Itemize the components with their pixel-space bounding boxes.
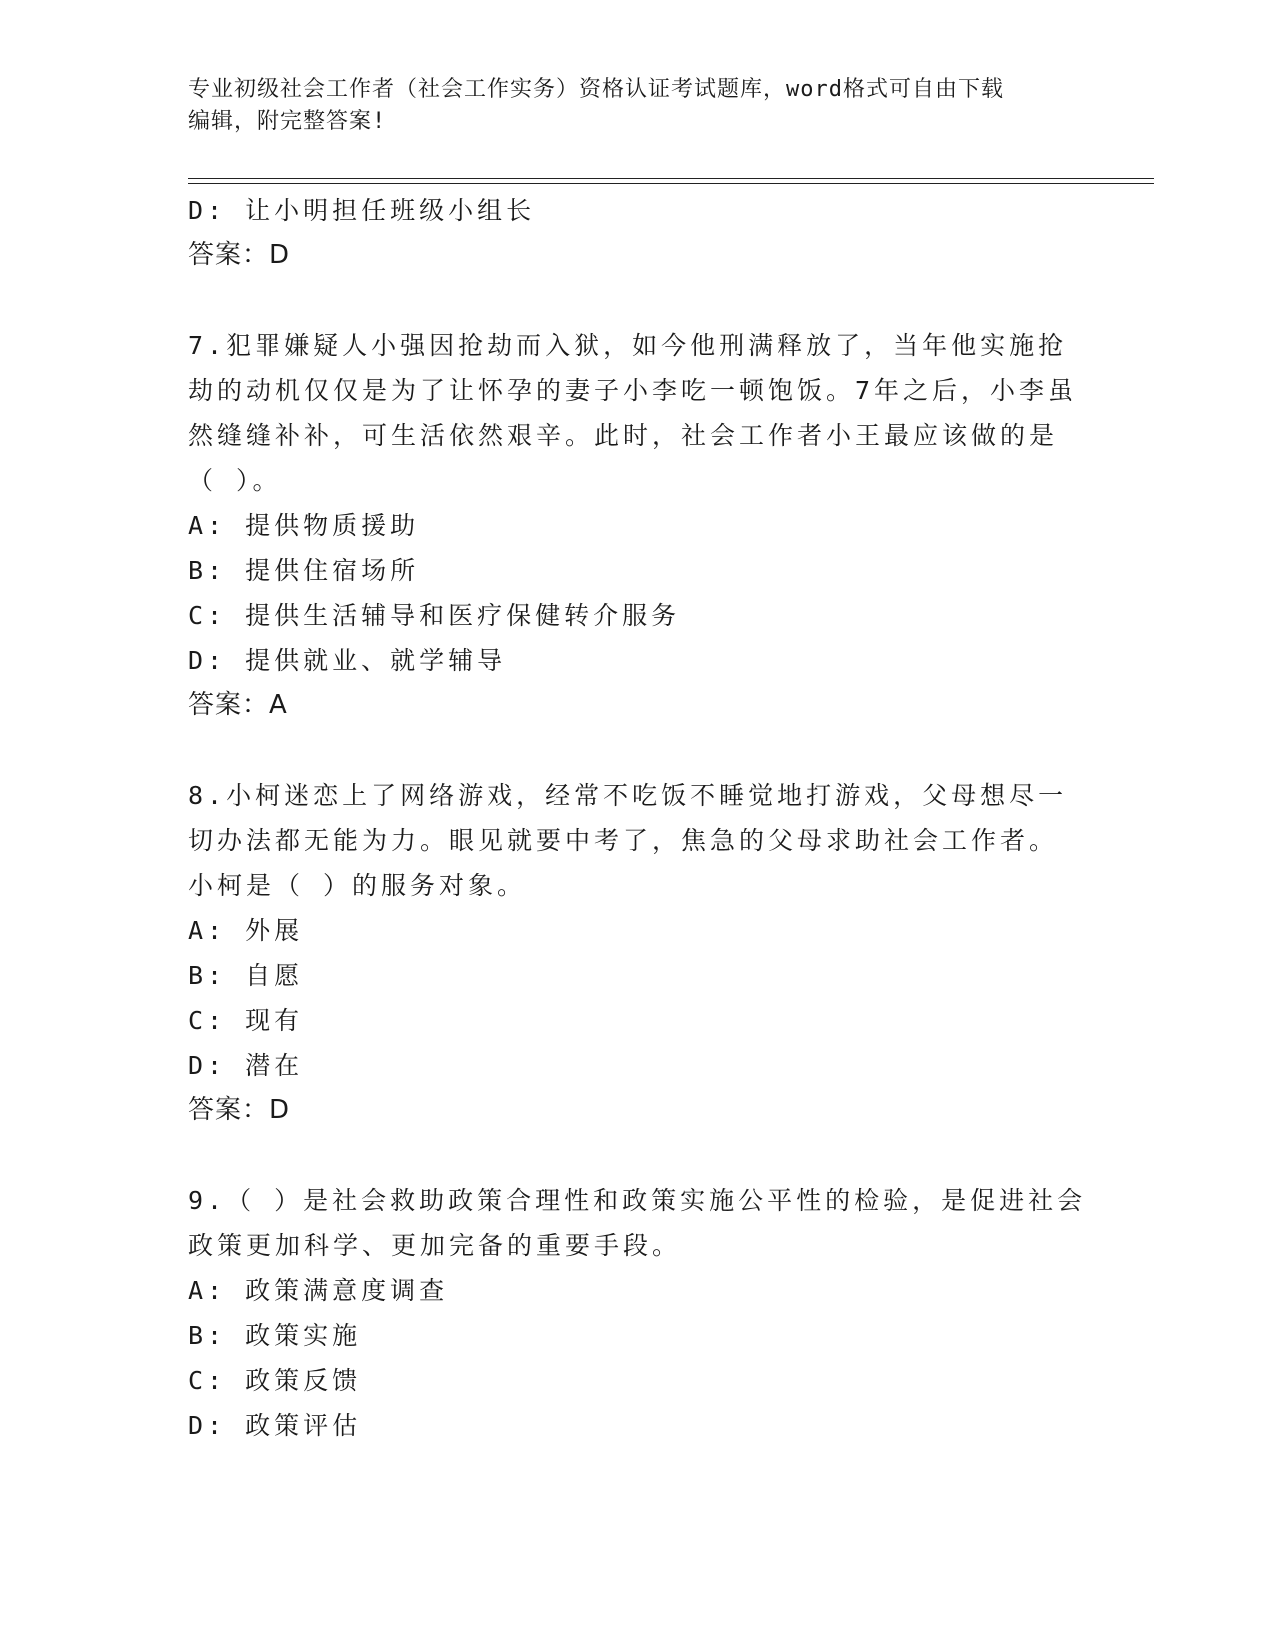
- option-a: A: 外展: [188, 916, 304, 945]
- option-d: D: 潜在: [188, 1051, 304, 1080]
- spacer: [188, 728, 1088, 773]
- option-d: D: 让小明担任班级小组长: [188, 196, 536, 225]
- answer-line: 答案：D: [188, 240, 291, 270]
- question-stem-line: （ ）。: [188, 466, 282, 495]
- spacer: [188, 1133, 1088, 1178]
- document-body: [188, 188, 1088, 1448]
- spacer: [188, 278, 1088, 323]
- question-stem-line: 切办法都无能为力。眼见就要中考了，焦急的父母求助社会工作者。: [188, 826, 1059, 855]
- question-stem-line: 7.犯罪嫌疑人小强因抢劫而入狱，如今他刑满释放了，当年他实施抢: [188, 331, 1068, 360]
- question-stem-line: 劫的动机仅仅是为了让怀孕的妻子小李吃一顿饱饭。7年之后，小李虽: [188, 376, 1078, 405]
- question-9: [188, 1178, 1088, 1448]
- document-header: [188, 74, 1068, 138]
- question-7: [188, 323, 1088, 728]
- question-stem-line: 然缝缝补补，可生活依然艰辛。此时，社会工作者小王最应该做的是: [188, 421, 1059, 450]
- option-b: B: 自愿: [188, 961, 304, 990]
- question-stem-line: 政策更加科学、更加完备的重要手段。: [188, 1231, 682, 1260]
- header-divider-top: [188, 178, 1154, 179]
- option-d: D: 政策评估: [188, 1411, 362, 1440]
- question-6-tail: [188, 188, 1088, 278]
- header-line-2: 编辑，附完整答案!: [188, 109, 387, 134]
- question-stem-line: 8.小柯迷恋上了网络游戏，经常不吃饭不睡觉地打游戏，父母想尽一: [188, 781, 1068, 810]
- header-line-1: 专业初级社会工作者（社会工作实务）资格认证考试题库，word格式可自由下载: [188, 77, 1004, 102]
- header-divider-bottom: [188, 183, 1154, 184]
- question-stem-line: 9.（ ）是社会救助政策合理性和政策实施公平性的检验，是促进社会: [188, 1186, 1087, 1215]
- option-c: C: 现有: [188, 1006, 304, 1035]
- option-c: C: 提供生活辅导和医疗保健转介服务: [188, 601, 681, 630]
- option-c: C: 政策反馈: [188, 1366, 362, 1395]
- question-8: [188, 773, 1088, 1133]
- option-b: B: 政策实施: [188, 1321, 362, 1350]
- answer-line: 答案：D: [188, 1095, 291, 1125]
- option-a: A: 政策满意度调查: [188, 1276, 449, 1305]
- option-b: B: 提供住宿场所: [188, 556, 420, 585]
- question-stem-line: 小柯是（ ）的服务对象。: [188, 871, 527, 900]
- option-a: A: 提供物质援助: [188, 511, 420, 540]
- option-d: D: 提供就业、就学辅导: [188, 646, 507, 675]
- answer-line: 答案：A: [188, 690, 288, 720]
